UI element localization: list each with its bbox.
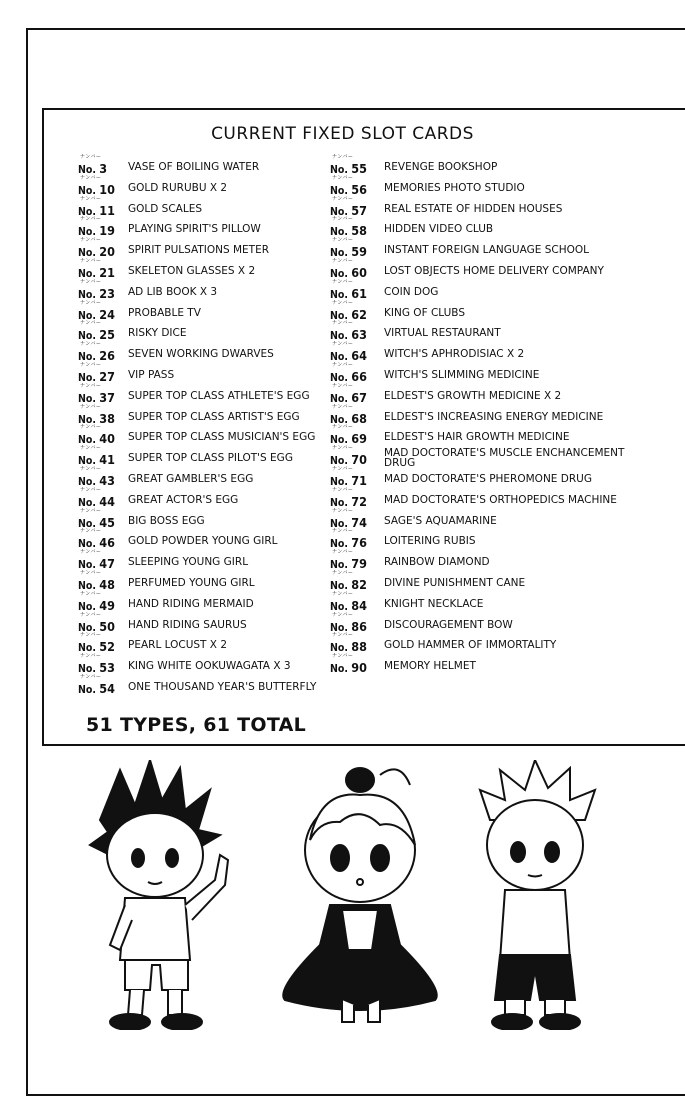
number-prefix: No. — [330, 455, 352, 468]
number-prefix: No. — [330, 642, 352, 655]
furigana-label: ナンバー — [332, 403, 354, 410]
card-list-item — [78, 549, 328, 574]
number-prefix: No. — [78, 559, 100, 572]
card-name: SUPER TOP CLASS PILOT'S EGG — [128, 452, 293, 465]
card-name: DISCOURAGEMENT BOW — [384, 618, 513, 631]
furigana-label: ナンバー — [332, 611, 354, 618]
card-list-item — [330, 216, 630, 244]
number-prefix: No. — [330, 559, 352, 572]
number-prefix: No. — [330, 600, 352, 613]
card-name: GOLD SCALES — [128, 202, 203, 215]
number-prefix: No. — [78, 309, 100, 322]
card-number-value: 50 — [99, 618, 115, 634]
card-list-item — [78, 237, 328, 262]
furigana-label: ナンバー — [80, 174, 102, 181]
card-number-value: 21 — [99, 264, 115, 280]
number-prefix: No. — [78, 434, 100, 447]
card-name: GREAT GAMBLER'S EGG — [128, 472, 254, 485]
card-list-item — [330, 465, 630, 491]
card-list-item — [330, 257, 630, 283]
furigana-label: ナンバー — [332, 382, 354, 389]
card-list-item — [78, 216, 328, 244]
card-number-value: 63 — [351, 327, 367, 343]
card-name: SPIRIT PULSATIONS METER — [128, 244, 270, 257]
number-prefix: No. — [330, 413, 352, 426]
card-list-item — [330, 486, 630, 512]
card-name: VIRTUAL RESTAURANT — [384, 327, 501, 340]
number-prefix: No. — [330, 434, 352, 447]
card-list-left — [78, 154, 328, 699]
card-name: LOST OBJECTS HOME DELIVERY COMPANY — [384, 264, 604, 277]
page-title: CURRENT FIXED SLOT CARDS — [211, 124, 474, 144]
card-number-value: 10 — [99, 181, 115, 197]
card-list-item — [330, 653, 630, 678]
card-name: PLAYING SPIRIT'S PILLOW — [128, 223, 261, 236]
furigana-label: ナンバー — [332, 653, 354, 660]
number-prefix: No. — [330, 517, 352, 530]
card-list-item — [78, 403, 328, 429]
card-number-value: 38 — [99, 410, 115, 426]
card-name: RAINBOW DIAMOND — [384, 556, 490, 569]
card-name: KING OF CLUBS — [384, 306, 465, 319]
card-list-item — [78, 257, 328, 283]
number-prefix: No. — [78, 351, 100, 364]
card-name: KING WHITE OOKUWAGATA X 3 — [128, 660, 291, 673]
number-prefix: No. — [78, 600, 100, 613]
number-prefix: No. — [330, 621, 352, 634]
furigana-label: ナンバー — [332, 507, 354, 514]
card-name: ELDEST'S INCREASING ENERGY MEDICINE — [384, 410, 604, 423]
furigana-label: ナンバー — [80, 278, 102, 285]
card-name: SEVEN WORKING DWARVES — [128, 348, 274, 361]
furigana-label: ナンバー — [80, 528, 102, 535]
card-list-item — [78, 673, 328, 699]
card-list-item — [78, 507, 328, 533]
card-name: REAL ESTATE OF HIDDEN HOUSES — [384, 202, 563, 215]
card-name: GOLD RURUBU X 2 — [128, 181, 228, 194]
card-name: SUPER TOP CLASS ARTIST'S EGG — [128, 410, 300, 423]
furigana-label: ナンバー — [332, 278, 354, 285]
number-prefix: No. — [330, 330, 352, 343]
card-number-value: 53 — [99, 660, 115, 676]
card-name: PROBABLE TV — [128, 306, 201, 319]
card-list-item — [78, 632, 328, 660]
card-name: SUPER TOP CLASS MUSICIAN'S EGG — [128, 431, 316, 444]
furigana-label: ナンバー — [332, 195, 354, 202]
furigana-label: ナンバー — [80, 673, 102, 680]
card-number-value: 67 — [351, 389, 367, 405]
number-prefix: No. — [330, 392, 352, 405]
card-list-item — [330, 424, 630, 452]
number-prefix: No. — [78, 621, 100, 634]
card-name: MAD DOCTORATE'S MUSCLE ENCHANCEMENT DRUG — [384, 447, 625, 470]
card-list-item — [330, 632, 630, 660]
card-number-value: 66 — [351, 368, 367, 384]
number-prefix: No. — [330, 309, 352, 322]
furigana-label: ナンバー — [332, 257, 354, 264]
furigana-label: ナンバー — [332, 569, 354, 576]
number-prefix: No. — [330, 226, 352, 239]
furigana-label: ナンバー — [80, 154, 102, 160]
card-list-item — [78, 486, 328, 512]
card-list-item — [78, 590, 328, 616]
furigana-label: ナンバー — [80, 632, 102, 639]
card-number-value: 62 — [351, 306, 367, 322]
card-number-value: 70 — [351, 452, 367, 468]
card-name: REVENGE BOOKSHOP — [384, 161, 498, 173]
card-list-item — [330, 237, 630, 262]
card-number-value: 44 — [99, 493, 115, 509]
card-number-value: 45 — [99, 514, 115, 530]
furigana-label: ナンバー — [80, 445, 102, 452]
card-name: HAND RIDING MERMAID — [128, 597, 254, 610]
card-list-item — [330, 195, 630, 221]
card-number-value: 25 — [99, 327, 115, 343]
furigana-label: ナンバー — [332, 424, 354, 431]
card-number-value: 55 — [351, 161, 367, 176]
card-list-item — [78, 653, 328, 678]
card-number-value: 90 — [351, 660, 367, 676]
card-number-value: 56 — [351, 181, 367, 197]
furigana-label: ナンバー — [80, 653, 102, 660]
card-name: COIN DOG — [384, 285, 439, 298]
card-number-value: 20 — [99, 244, 115, 260]
card-number-value: 46 — [99, 535, 115, 551]
card-list-item — [78, 465, 328, 491]
number-prefix: No. — [330, 205, 352, 218]
card-name: WITCH'S APHRODISIAC X 2 — [384, 348, 525, 361]
card-number-value: 49 — [99, 597, 115, 613]
card-list-item — [78, 278, 328, 304]
card-list-item — [78, 611, 328, 637]
furigana-label: ナンバー — [80, 549, 102, 556]
furigana-label: ナンバー — [332, 465, 354, 472]
card-number-value: 88 — [351, 639, 367, 655]
card-list-item — [330, 382, 630, 408]
number-prefix: No. — [78, 538, 100, 551]
furigana-label: ナンバー — [80, 382, 102, 389]
chibi-characters-illustration — [80, 760, 640, 1030]
number-prefix: No. — [78, 475, 100, 488]
card-name: RISKY DICE — [128, 327, 187, 340]
card-number-value: 23 — [99, 285, 115, 301]
card-list-item — [330, 549, 630, 574]
card-name: MAD DOCTORATE'S PHEROMONE DRUG — [384, 472, 592, 485]
furigana-label: ナンバー — [80, 257, 102, 264]
card-name: SKELETON GLASSES X 2 — [128, 264, 256, 277]
card-list-item — [78, 174, 328, 200]
card-name: INSTANT FOREIGN LANGUAGE SCHOOL — [384, 244, 589, 257]
card-list-item — [330, 445, 630, 470]
furigana-label: ナンバー — [80, 403, 102, 410]
card-name: GREAT ACTOR'S EGG — [128, 493, 239, 506]
card-number-value: 40 — [99, 431, 115, 447]
furigana-label: ナンバー — [332, 237, 354, 244]
card-name: SAGE'S AQUAMARINE — [384, 514, 497, 527]
number-prefix: No. — [330, 579, 352, 592]
chibi-girl-dress-icon — [283, 768, 437, 1022]
card-number-value: 72 — [351, 493, 367, 509]
furigana-label: ナンバー — [80, 216, 102, 223]
card-number-value: 68 — [351, 410, 367, 426]
card-number-value: 79 — [351, 556, 367, 572]
number-prefix: No. — [78, 642, 100, 655]
number-prefix: No. — [78, 288, 100, 301]
card-list-item — [78, 299, 328, 325]
card-list-item — [78, 424, 328, 452]
card-list-item — [330, 590, 630, 616]
card-name: ONE THOUSAND YEAR'S BUTTERFLY — [128, 680, 317, 693]
card-number-value: 24 — [99, 306, 115, 322]
card-number-value: 19 — [99, 223, 115, 239]
card-name: ELDEST'S HAIR GROWTH MEDICINE — [384, 431, 570, 444]
card-number-value: 52 — [99, 639, 115, 655]
card-list-item — [78, 569, 328, 595]
card-name: SUPER TOP CLASS ATHLETE'S EGG — [128, 389, 310, 402]
card-number-value: 37 — [99, 389, 115, 405]
card-number-value: 76 — [351, 535, 367, 551]
card-name: PERFUMED YOUNG GIRL — [128, 576, 255, 589]
furigana-label: ナンバー — [332, 299, 354, 306]
card-number-value: 26 — [99, 348, 115, 364]
card-name: GOLD HAMMER OF IMMORTALITY — [384, 639, 557, 652]
card-name: HIDDEN VIDEO CLUB — [384, 223, 494, 236]
card-name: WITCH'S SLIMMING MEDICINE — [384, 368, 540, 381]
number-prefix: No. — [330, 267, 352, 280]
card-name: ELDEST'S GROWTH MEDICINE X 2 — [384, 389, 562, 402]
card-number-value: 82 — [351, 576, 367, 592]
number-prefix: No. — [330, 351, 352, 364]
furigana-label: ナンバー — [80, 237, 102, 244]
number-prefix: No. — [78, 455, 100, 468]
card-name: KNIGHT NECKLACE — [384, 597, 484, 610]
number-prefix: No. — [78, 164, 100, 176]
card-list-item — [78, 341, 328, 366]
furigana-label: ナンバー — [332, 216, 354, 223]
card-number-value: 58 — [351, 223, 367, 239]
furigana-label: ナンバー — [80, 507, 102, 514]
card-number-value: 57 — [351, 202, 367, 218]
card-list-right — [330, 154, 630, 678]
furigana-label: ナンバー — [80, 569, 102, 576]
furigana-label: ナンバー — [80, 195, 102, 202]
card-number-value: 3 — [99, 161, 108, 176]
number-prefix: No. — [330, 663, 352, 676]
number-prefix: No. — [78, 683, 100, 696]
furigana-label: ナンバー — [80, 320, 102, 327]
number-prefix: No. — [78, 226, 100, 239]
card-list-item — [330, 278, 630, 304]
furigana-label: ナンバー — [332, 320, 354, 327]
card-number-value: 47 — [99, 556, 115, 572]
card-list-item — [78, 445, 328, 470]
card-name: MEMORIES PHOTO STUDIO — [384, 181, 525, 194]
card-list-item — [78, 320, 328, 348]
furigana-label: ナンバー — [332, 486, 354, 493]
card-number-value: 74 — [351, 514, 367, 530]
number-prefix: No. — [330, 371, 352, 384]
furigana-label: ナンバー — [80, 341, 102, 348]
number-prefix: No. — [78, 184, 100, 197]
furigana-label: ナンバー — [332, 632, 354, 639]
card-name: VASE OF BOILING WATER — [128, 161, 260, 173]
card-list-item — [78, 154, 328, 179]
number-prefix: No. — [330, 184, 352, 197]
furigana-label: ナンバー — [80, 299, 102, 306]
card-list-item — [330, 528, 630, 556]
card-list-item — [330, 299, 630, 325]
card-name: SLEEPING YOUNG GIRL — [128, 556, 249, 569]
card-number-value: 69 — [351, 431, 367, 447]
furigana-label: ナンバー — [332, 154, 354, 160]
card-number-value: 71 — [351, 472, 367, 488]
card-summary: 51 TYPES, 61 TOTAL — [86, 714, 307, 736]
card-name: LOITERING RUBIS — [384, 535, 476, 548]
card-number-value: 43 — [99, 472, 115, 488]
card-list-item — [330, 569, 630, 595]
number-prefix: No. — [78, 517, 100, 530]
card-list-item — [330, 341, 630, 366]
card-name: PEARL LOCUST X 2 — [128, 639, 228, 652]
furigana-label: ナンバー — [332, 174, 354, 181]
number-prefix: No. — [330, 496, 352, 509]
card-list-item — [78, 382, 328, 408]
number-prefix: No. — [78, 205, 100, 218]
furigana-label: ナンバー — [332, 341, 354, 348]
card-name: GOLD POWDER YOUNG GIRL — [128, 535, 278, 548]
furigana-label: ナンバー — [332, 445, 354, 452]
number-prefix: No. — [78, 496, 100, 509]
card-number-value: 11 — [99, 202, 115, 218]
card-number-value: 27 — [99, 368, 115, 384]
furigana-label: ナンバー — [80, 590, 102, 597]
card-number-value: 54 — [99, 680, 115, 696]
number-prefix: No. — [330, 475, 352, 488]
card-name: VIP PASS — [128, 368, 175, 381]
card-list-item — [330, 611, 630, 637]
card-number-value: 48 — [99, 576, 115, 592]
furigana-label: ナンバー — [80, 465, 102, 472]
card-number-value: 59 — [351, 244, 367, 260]
card-name: MEMORY HELMET — [384, 660, 476, 673]
card-list-item — [78, 195, 328, 221]
furigana-label: ナンバー — [332, 549, 354, 556]
card-list-item — [330, 403, 630, 429]
furigana-label: ナンバー — [80, 486, 102, 493]
number-prefix: No. — [78, 247, 100, 260]
card-list-item — [330, 154, 630, 179]
number-prefix: No. — [78, 413, 100, 426]
card-name: MAD DOCTORATE'S ORTHOPEDICS MACHINE — [384, 493, 617, 506]
furigana-label: ナンバー — [80, 424, 102, 431]
number-prefix: No. — [78, 392, 100, 405]
number-prefix: No. — [330, 164, 352, 176]
card-list-item — [330, 320, 630, 348]
card-number-value: 41 — [99, 452, 115, 468]
card-number-value: 61 — [351, 285, 367, 301]
card-number — [78, 681, 115, 696]
number-prefix: No. — [78, 579, 100, 592]
number-prefix: No. — [78, 330, 100, 343]
card-name: HAND RIDING SAURUS — [128, 618, 247, 631]
number-prefix: No. — [78, 663, 100, 676]
number-prefix: No. — [330, 247, 352, 260]
card-number — [330, 660, 367, 675]
card-list-item — [330, 174, 630, 200]
card-list-item — [78, 528, 328, 556]
card-number-value: 86 — [351, 618, 367, 634]
card-number-value: 84 — [351, 597, 367, 613]
chibi-boy-pointing-icon — [90, 760, 228, 1030]
number-prefix: No. — [330, 288, 352, 301]
furigana-label: ナンバー — [332, 361, 354, 368]
number-prefix: No. — [78, 371, 100, 384]
card-list-item — [330, 361, 630, 387]
card-list-item — [78, 361, 328, 387]
card-list-item — [330, 507, 630, 533]
furigana-label: ナンバー — [80, 361, 102, 368]
card-name: DIVINE PUNISHMENT CANE — [384, 576, 526, 589]
card-number-value: 60 — [351, 264, 367, 280]
number-prefix: No. — [78, 267, 100, 280]
furigana-label: ナンバー — [80, 611, 102, 618]
chibi-boy-white-hair-icon — [480, 760, 595, 1030]
furigana-label: ナンバー — [332, 528, 354, 535]
card-number-value: 64 — [351, 348, 367, 364]
card-name: AD LIB BOOK X 3 — [128, 285, 218, 298]
number-prefix: No. — [330, 538, 352, 551]
card-name: BIG BOSS EGG — [128, 514, 205, 527]
furigana-label: ナンバー — [332, 590, 354, 597]
